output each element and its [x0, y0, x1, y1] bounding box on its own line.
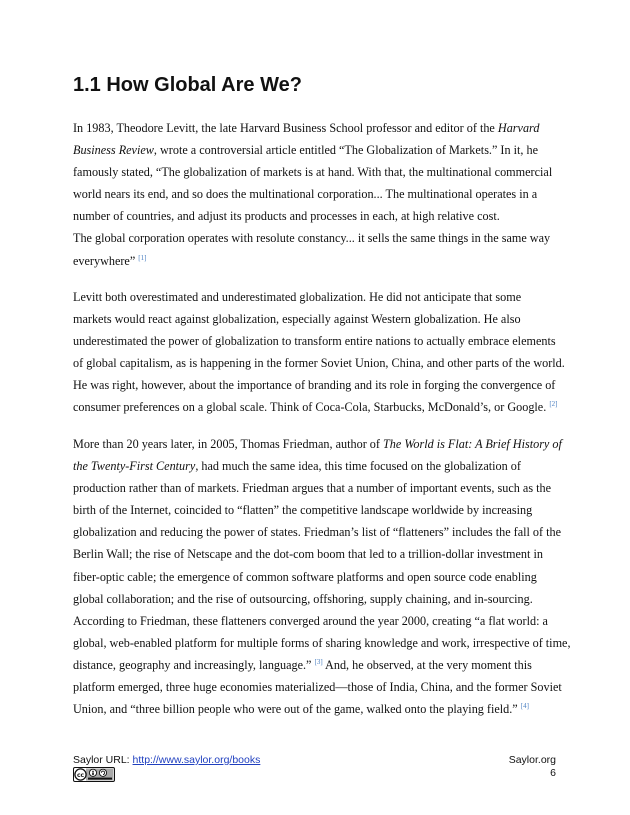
page-number: 6 — [550, 767, 556, 779]
footnote-ref-4[interactable]: [4] — [520, 702, 529, 711]
text-line: He was right, however, about the importance of branding and its role in forging the convergence of — [73, 378, 556, 393]
text-line: Union, and “three billion people who were out of the game, walked onto the playing field.” [4] — [73, 702, 529, 717]
text-line: global, web-enabled platform for multiple forms of sharing knowledge and work, irrespective of time, — [73, 635, 571, 650]
footnote-ref-3[interactable]: [3] — [314, 657, 323, 666]
cc-by-icon — [73, 767, 115, 782]
footnote-ref-2[interactable]: [2] — [549, 400, 558, 409]
text-line: global collaboration; and the rise of outsourcing, offshoring, supply chaining, and in-sourcing. — [73, 591, 533, 606]
text-line: The global corporation operates with resolute constancy... it sells the same things in the same way — [73, 231, 551, 246]
text-line: In 1983, Theodore Levitt, the late Harvard Business School professor and editor of the Harvard — [73, 121, 540, 135]
footnote-ref-1[interactable]: [1] — [138, 253, 147, 262]
text-line: the Twenty-First Century, had much the same idea, this time focused on the globalization of — [73, 459, 521, 474]
text-line: world nears its end, and so does the multinational corporation... The multinational operates in a — [73, 187, 538, 202]
text-line: fiber-optic cable; the emergence of common software platforms and open source code enabling — [73, 569, 537, 584]
text-line: number of countries, and adjust its products and processes in each, at high relative cost. — [73, 209, 500, 224]
text-line: underestimated the power of globalization to transform entire nations to actually embrace elements — [73, 334, 556, 349]
text-line: markets would react against globalization, especially against Western globalization. He also — [73, 312, 521, 327]
text-line: distance, geography and increasingly, language.” [3] And, he observed, at the very moment this — [73, 657, 532, 672]
text-line: Berlin Wall; the rise of Netscape and the dot-com boom that led to a trillion-dollar investment in — [73, 547, 543, 562]
text-line: globalization and reducing the power of states. Friedman’s list of “flatteners” includes the fall of the — [73, 525, 562, 540]
footer-source: Saylor URL: http://www.saylor.org/books — [73, 754, 261, 766]
svg-text:cc: cc — [76, 772, 85, 779]
site-name: Saylor.org — [508, 754, 556, 766]
text-line: Business Review, wrote a controversial article entitled “The Globalization of Markets.” In it, he — [73, 143, 539, 158]
text-line: of global capitalism, as is happening in the former Soviet Union, China, and other parts of the world. — [73, 356, 565, 371]
text-line: famously stated, “The globalization of markets is at hand. With that, the multinational commercial — [73, 165, 553, 180]
text-line: consumer preferences on a global scale. Think of Coca-Cola, Starbucks, McDonald’s, or Google. [2] — [73, 400, 558, 415]
saylor-books-link[interactable]: http://www.saylor.org/books — [132, 754, 261, 766]
paragraph-overestimated — [73, 286, 565, 419]
text-line: More than 20 years later, in 2005, Thomas Friedman, author of The World is Flat: A Brief History of — [73, 437, 562, 451]
text-line: birth of the Internet, coincided to “flatten” the competitive landscape worldwide by increasing — [73, 503, 533, 518]
text-line: According to Friedman, these flatteners converged around the year 2000, creating “a flat world: a — [73, 613, 548, 628]
text-line: platform emerged, three huge economies materialized—those of India, China, and the former Soviet — [73, 680, 562, 695]
section-heading: 1.1 How Global Are We? — [73, 74, 302, 96]
text-line: everywhere” [1] — [73, 253, 147, 268]
paragraph-friedman — [73, 433, 571, 720]
paragraph-levitt — [73, 117, 559, 272]
text-line: Levitt both overestimated and underestimated globalization. He did not anticipate that some — [73, 290, 522, 304]
text-line: production rather than of markets. Friedman argues that a number of important events, such as the — [73, 481, 551, 496]
footer-site-info — [480, 754, 556, 780]
